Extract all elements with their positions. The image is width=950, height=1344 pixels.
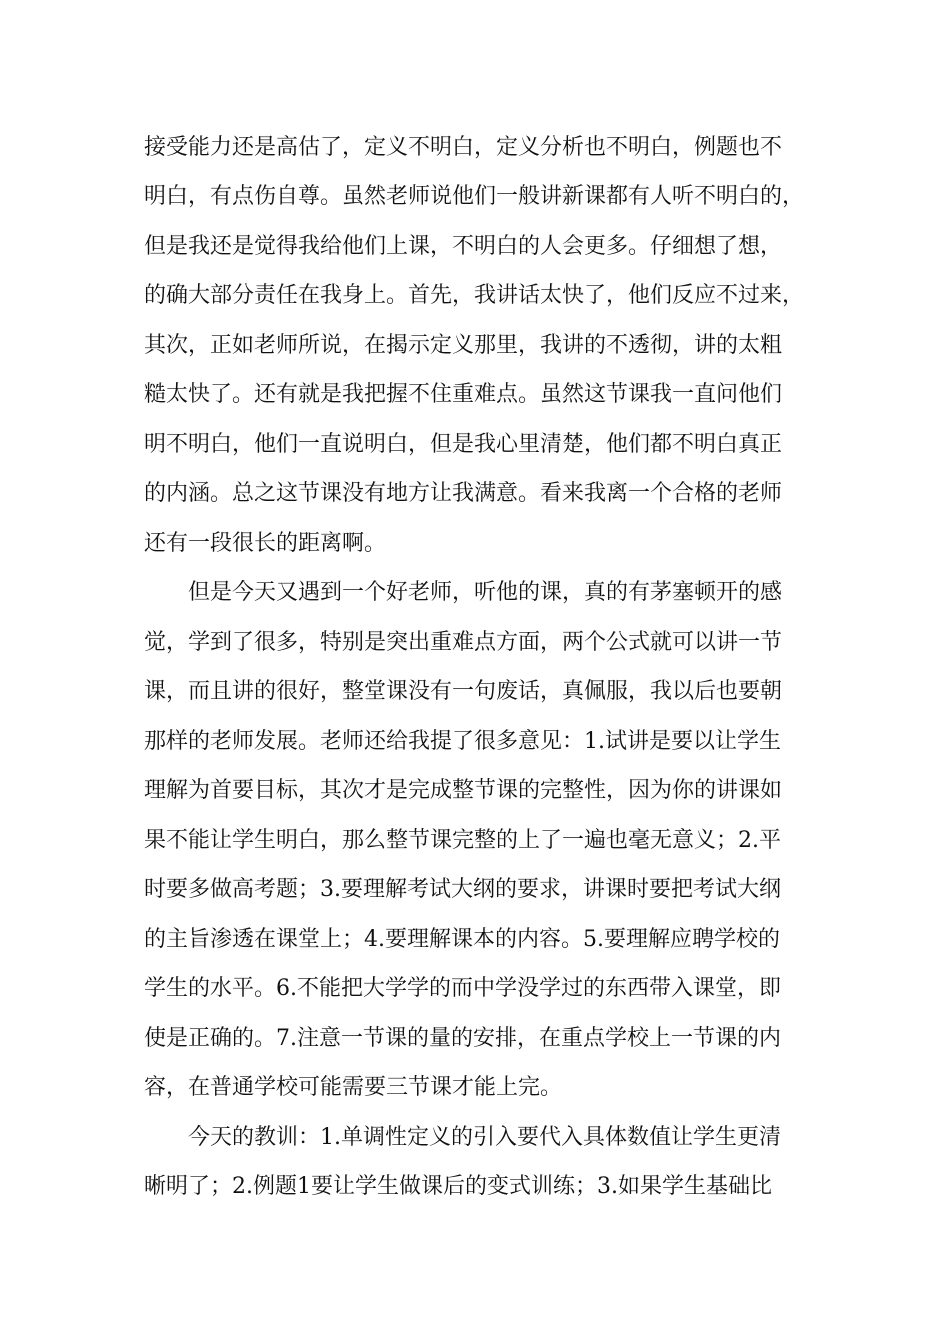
text-line: 学生的水平。6.不能把大学学的而中学没学过的东西带入课堂，即 (144, 976, 781, 1001)
paragraph-first-line: 但是今天又遇到一个好老师，听他的课，真的有茅塞顿开的感 (188, 580, 783, 605)
text-line: 糙太快了。还有就是我把握不住重难点。虽然这节课我一直问他们 (144, 382, 783, 407)
text-line: 明白，有点伤自尊。虽然老师说他们一般讲新课都有人听不明白的， (144, 184, 805, 209)
text-line: 果不能让学生明白，那么整节课完整的上了一遍也毫无意义；2.平 (144, 828, 781, 853)
text-line: 那样的老师发展。老师还给我提了很多意见：1.试讲是要以让学生 (144, 729, 781, 754)
text-line: 其次，正如老师所说，在揭示定义那里，我讲的不透彻，讲的太粗 (144, 333, 783, 358)
text-line: 还有一段很长的距离啊。 (144, 531, 387, 556)
text-line: 晰明了；2.例题1要让学生做课后的变式训练；3.如果学生基础比 (144, 1174, 772, 1199)
text-line: 但是我还是觉得我给他们上课，不明白的人会更多。仔细想了想， (144, 234, 783, 259)
text-line: 使是正确的。7.注意一节课的量的安排，在重点学校上一节课的内 (144, 1026, 781, 1051)
text-line: 觉，学到了很多，特别是突出重难点方面，两个公式就可以讲一节 (144, 630, 783, 655)
text-line: 接受能力还是高估了，定义不明白，定义分析也不明白，例题也不 (144, 135, 783, 160)
text-line: 容，在普通学校可能需要三节课才能上完。 (144, 1075, 563, 1100)
text-line: 的内涵。总之这节课没有地方让我满意。看来我离一个合格的老师 (144, 481, 783, 506)
text-line: 的主旨渗透在课堂上；4.要理解课本的内容。5.要理解应聘学校的 (144, 927, 780, 952)
text-line: 明不明白，他们一直说明白，但是我心里清楚，他们都不明白真正 (144, 432, 783, 457)
text-line: 时要多做高考题；3.要理解考试大纲的要求，讲课时要把考试大纲 (144, 877, 781, 902)
text-line: 的确大部分责任在我身上。首先，我讲话太快了，他们反应不过来， (144, 283, 805, 308)
text-line: 理解为首要目标，其次才是完成整节课的完整性，因为你的讲课如 (144, 778, 783, 803)
paragraph-first-line: 今天的教训：1.单调性定义的引入要代入具体数值让学生更清 (188, 1125, 781, 1150)
text-line: 课，而且讲的很好，整堂课没有一句废话，真佩服，我以后也要朝 (144, 679, 783, 704)
